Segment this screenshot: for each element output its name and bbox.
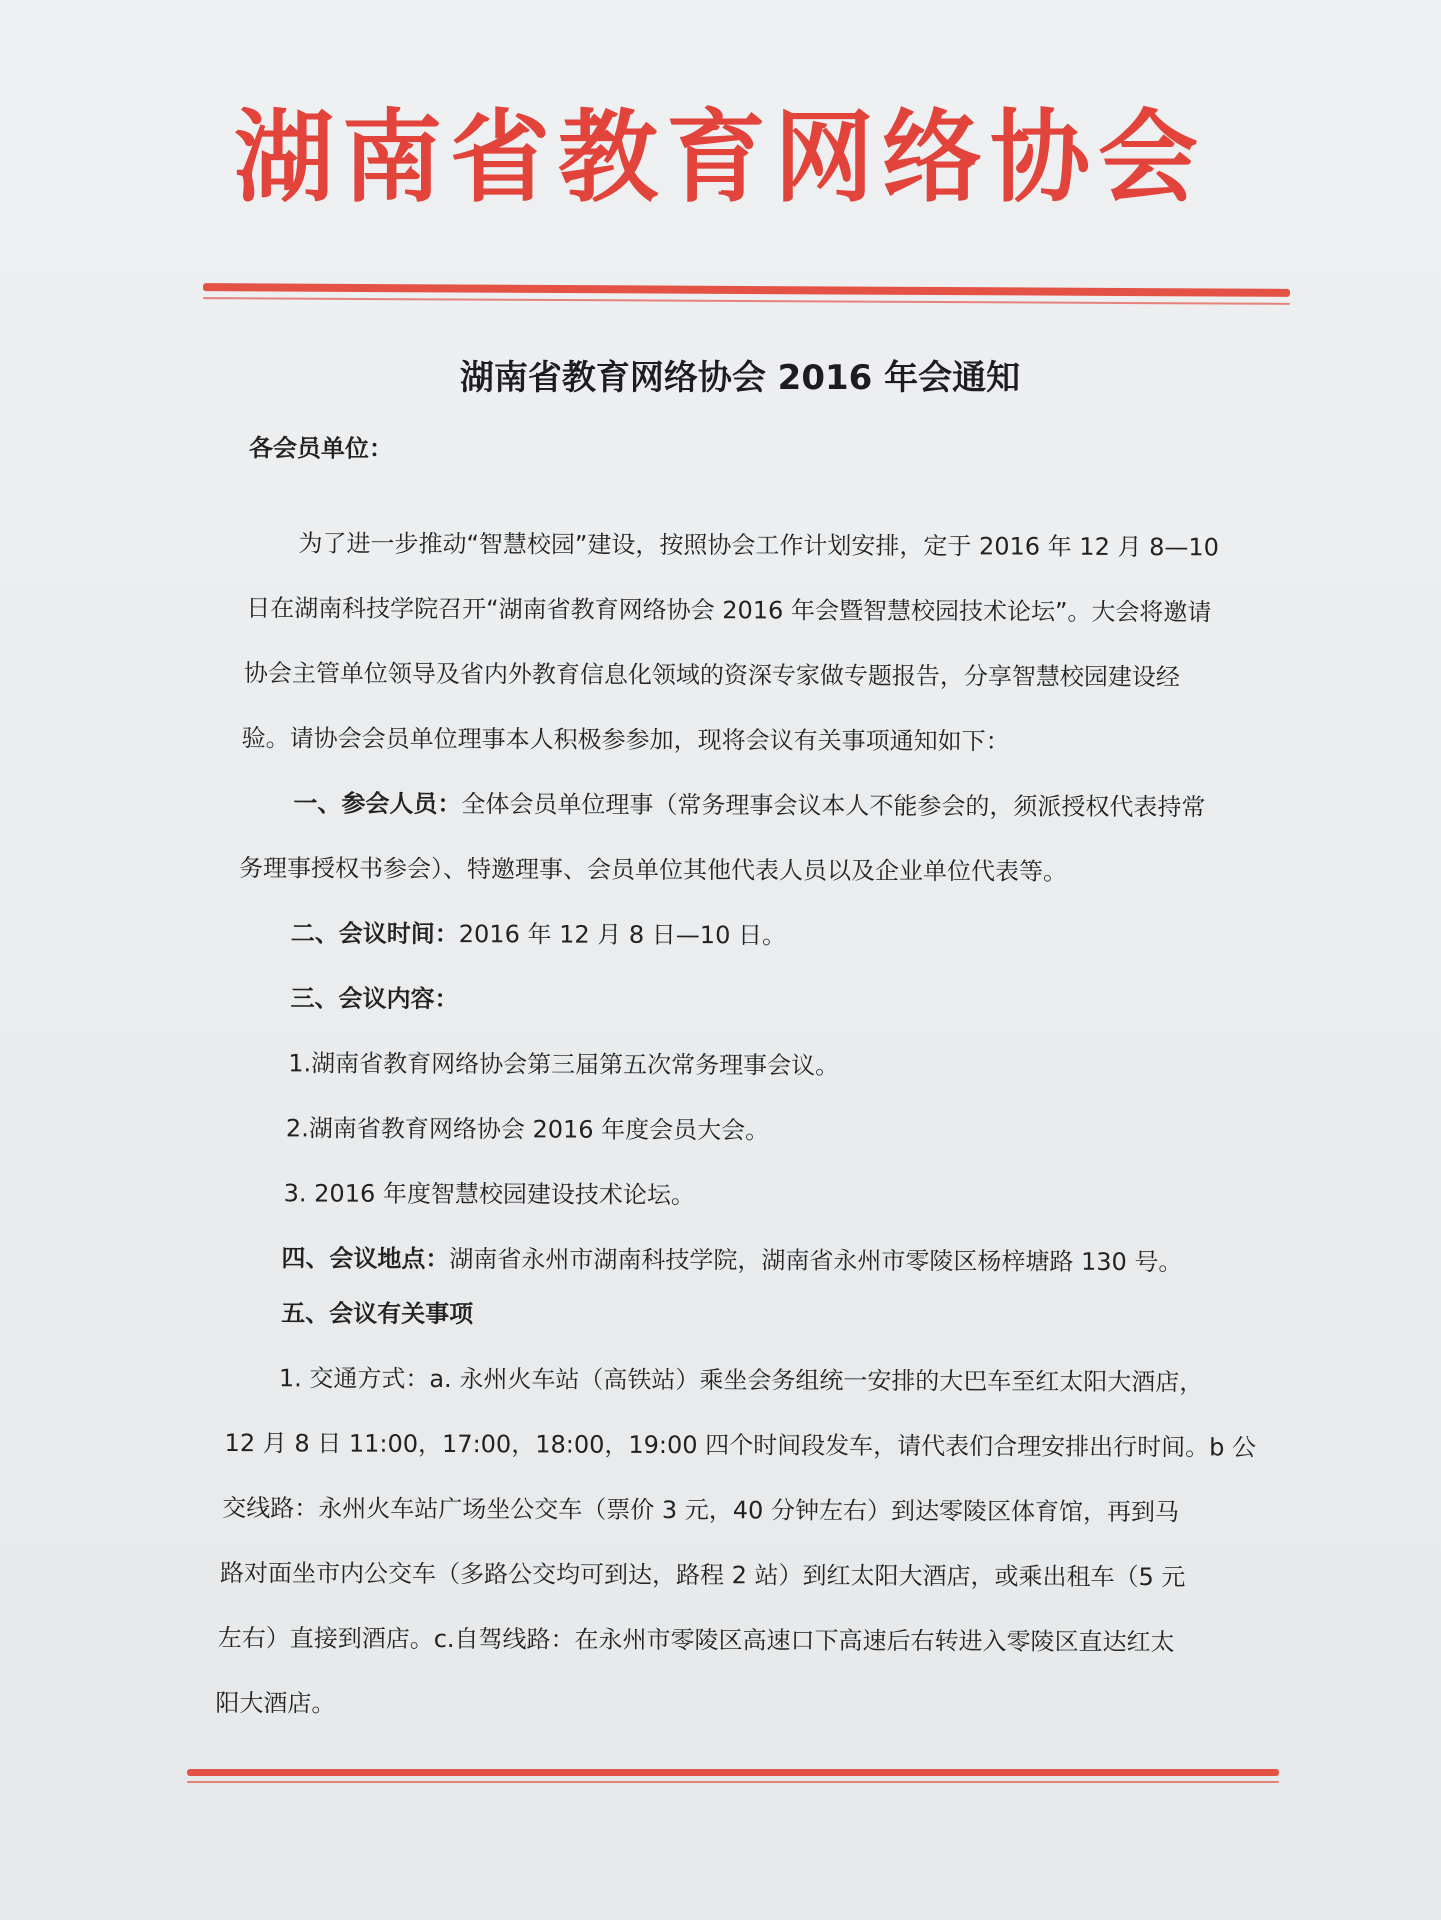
letterhead-organization-name: 湖南省教育网络协会 — [234, 98, 1206, 216]
intro-line-2: 日在湖南科技学院召开“湖南省教育网络协会 2016 年会暨智慧校园技术论坛”。大会将邀请 — [246, 594, 1212, 627]
letterhead-divider-thin — [203, 297, 1290, 305]
footer-divider — [187, 1769, 1279, 1776]
section-1-line-2: 务理事授权书参会）、特邀理事、会员单位其他代表人员以及企业单位代表等。 — [239, 854, 1068, 886]
section-3-item-3: 3. 2016 年度智慧校园建设技术论坛。 — [283, 1179, 695, 1210]
notice-title: 湖南省教育网络协会 2016 年会通知 — [459, 358, 1021, 398]
section-5-line-1: 1. 交通方式：a. 永州火车站（高铁站）乘坐会务组统一安排的大巴车至红太阳大酒店， — [278, 1364, 1204, 1397]
section-3-heading: 三、会议内容： — [290, 984, 459, 1014]
section-5-line-6: 阳大酒店。 — [215, 1689, 336, 1718]
section-4-heading: 四、会议地点： — [281, 1244, 450, 1274]
section-5-line-2: 12 月 8 日 11:00，17:00，18:00，19:00 四个时间段发车，请代表们合理安排出行时间。b 公 — [224, 1429, 1257, 1462]
section-1-text: 全体会员单位理事（常务理事会议本人不能参会的，须派授权代表持常 — [461, 790, 1206, 822]
salutation: 各会员单位： — [248, 434, 393, 463]
section-5-line-5: 左右）直接到酒店。c.自驾线路：在永州市零陵区高速口下高速后右转进入零陵区直达红太 — [217, 1624, 1175, 1657]
notice-body — [215, 430, 1300, 1718]
intro-line-3: 协会主管单位领导及省内外教育信息化领域的资深专家做专题报告，分享智慧校园建设经 — [243, 659, 1180, 692]
section-3-item-1: 1.湖南省教育网络协会第三届第五次常务理事会议。 — [288, 1049, 840, 1080]
section-5-line-3: 交线路：永州火车站广场坐公交车（票价 3 元，40 分钟左右）到达零陵区体育馆，再到马 — [222, 1494, 1180, 1527]
section-1-line-1 — [293, 785, 1205, 825]
letterhead-divider — [203, 283, 1290, 297]
footer-divider-thin — [187, 1781, 1279, 1783]
section-4-line — [281, 1240, 1182, 1280]
section-2-text: 2016 年 12 月 8 日—10 日。 — [458, 920, 787, 950]
section-3-item-2: 2.湖南省教育网络协会 2016 年度会员大会。 — [285, 1114, 770, 1145]
section-2-line — [291, 915, 786, 953]
section-5-heading: 五、会议有关事项 — [281, 1299, 474, 1329]
intro-line-4: 验。请协会会员单位理事本人积极参参加，现将会议有关事项通知如下： — [241, 724, 1010, 756]
intro-line-1: 为了进一步推动“智慧校园”建设，按照协会工作计划安排，定于 2016 年 12 月 8—10 — [298, 529, 1219, 562]
section-1-heading: 一、参会人员： — [293, 789, 462, 819]
section-2-heading: 二、会议时间： — [290, 919, 459, 949]
section-4-text: 湖南省永州市湖南科技学院，湖南省永州市零陵区杨梓塘路 130 号。 — [449, 1245, 1183, 1277]
section-5-line-4: 路对面坐市内公交车（多路公交均可到达，路程 2 站）到红太阳大酒店，或乘出租车（5 元 — [219, 1559, 1186, 1592]
